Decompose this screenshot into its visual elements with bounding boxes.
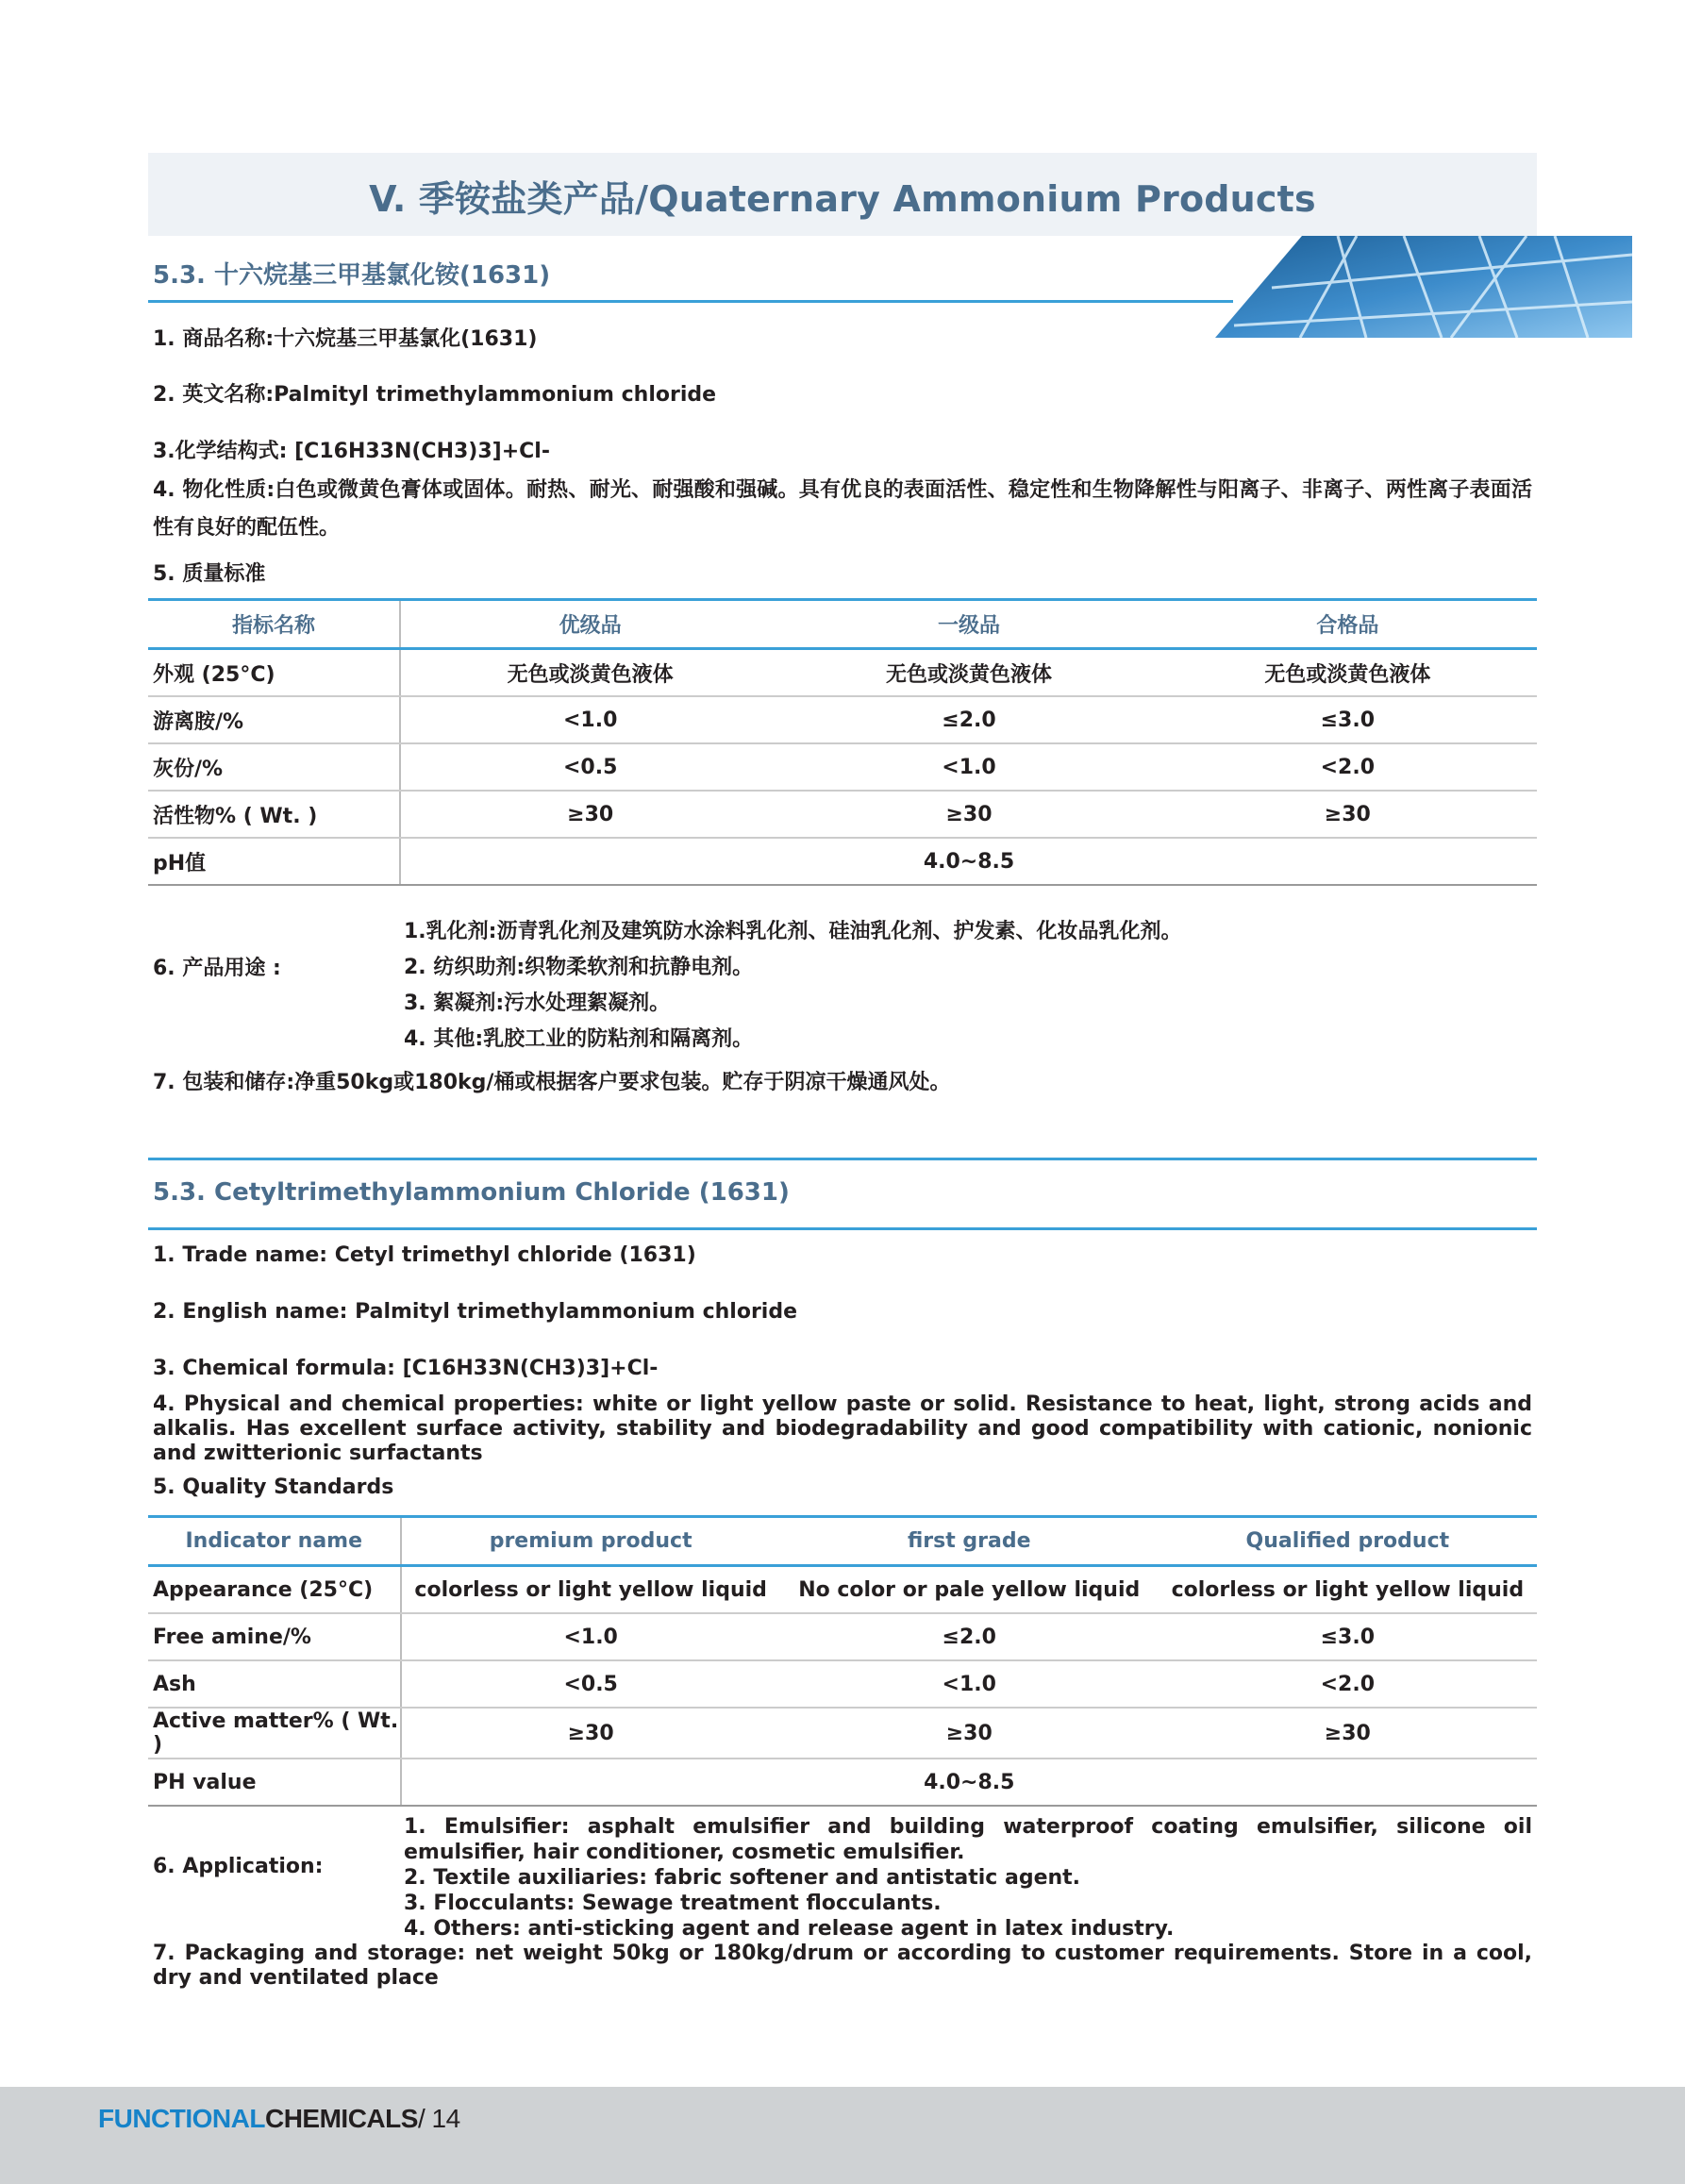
table-cell: <2.0 [1159,743,1537,791]
en-item-english-name: 2. English name: Palmityl trimethylammonium chloride [153,1300,797,1324]
table-row [148,649,1537,697]
table-cell: ≥30 [400,791,779,838]
row-label: PH value [148,1759,401,1806]
table-row-ph [148,838,1537,885]
row-label: 游离胺/% [148,696,400,743]
en-section-rule [148,1227,1537,1230]
en-item-quality-heading: 5. Quality Standards [153,1475,394,1499]
column-header: 一级品 [779,600,1158,649]
column-header: first grade [780,1517,1159,1566]
row-label: 灰份/% [148,743,400,791]
table-cell: <2.0 [1159,1660,1537,1708]
list-item: 3. Flocculants: Sewage treatment flocculants. [404,1892,942,1915]
cn-item-english-name: 2. 英文名称:Palmityl trimethylammonium chloride [153,383,717,407]
row-label: Appearance (25°C) [148,1566,401,1614]
table-cell: No color or pale yellow liquid [780,1566,1159,1614]
column-header: 合格品 [1159,600,1537,649]
table-cell: ≥30 [1159,791,1537,838]
en-section-title: 5.3. Cetyltrimethylammonium Chloride (1631) [153,1178,790,1207]
en-item-trade-name: 1. Trade name: Cetyl trimethyl chloride (1631) [153,1243,696,1267]
cn-application-label: 6. 产品用途 : [153,957,281,980]
footer-brand-functional: FUNCTIONAL [98,2104,265,2133]
ph-value-cell: 4.0~8.5 [400,838,1537,885]
footer-brand-chemicals: CHEMICALS [264,2104,418,2133]
table-cell: 无色或淡黄色液体 [779,649,1158,697]
table-cell: ≥30 [779,791,1158,838]
list-item: 2. 纺织助剂:织物柔软剂和抗静电剂。 [404,956,754,979]
glass-building-image [1215,236,1632,338]
table-cell: <0.5 [401,1660,780,1708]
table-header-row [148,1517,1537,1566]
table-cell: colorless or light yellow liquid [1159,1566,1537,1614]
cn-item-formula: 3.化学结构式: [C16H33N(CH3)3]+Cl- [153,440,550,463]
table-row [148,1660,1537,1708]
column-header: 优级品 [400,600,779,649]
ph-value-cell: 4.0~8.5 [401,1759,1537,1806]
row-label: Active matter% ( Wt. ) [148,1708,401,1759]
cn-item-properties: 4. 物化性质:白色或微黄色膏体或固体。耐热、耐光、耐强酸和强碱。具有优良的表面活性、稳定性和生物降解性与阳离子、非离子、两性离子表面活性有良好的配伍性。 [153,478,1532,540]
en-section-top-rule [148,1158,1537,1160]
cn-item-quality-heading: 5. 质量标准 [153,562,266,586]
table-cell: ≤3.0 [1159,1613,1537,1660]
column-header: Indicator name [148,1517,401,1566]
en-application-label: 6. Application: [153,1855,324,1878]
table-cell: <1.0 [400,696,779,743]
row-label: Ash [148,1660,401,1708]
en-item-formula: 3. Chemical formula: [C16H33N(CH3)3]+Cl- [153,1357,659,1380]
table-row [148,1566,1537,1614]
table-cell: colorless or light yellow liquid [401,1566,780,1614]
cn-application-list [404,914,1532,1058]
row-label: Free amine/% [148,1613,401,1660]
list-item: 1. Emulsifier: asphalt emulsifier and building waterproof coating emulsifier, silicone oil emulsifier, hair conditioner, cosmetic emulsifier. [404,1815,1532,1864]
cn-item-trade-name: 1. 商品名称:十六烷基三甲基氯化(1631) [153,327,538,351]
table-cell: <1.0 [779,743,1158,791]
table-row [148,696,1537,743]
table-cell: ≥30 [780,1708,1159,1759]
table-row [148,791,1537,838]
page-title: V. 季铵盐类产品/Quaternary Ammonium Products [369,178,1316,220]
column-header: premium product [401,1517,780,1566]
cn-section-rule [148,300,1233,303]
column-header: 指标名称 [148,600,400,649]
footer-brand [98,2104,460,2134]
table-row-ph [148,1759,1537,1806]
list-item: 2. Textile auxiliaries: fabric softener and antistatic agent. [404,1866,1081,1890]
en-item-properties: 4. Physical and chemical properties: white or light yellow paste or solid. Resistance to heat, light, strong acids and alkalis. Has excellent surface activity, stability and biodegradability and good compatibility with cationic, nonionic and zwitterionic surfactants [153,1392,1532,1465]
footer-band [0,2087,1685,2184]
table-header-row [148,600,1537,649]
en-quality-table [148,1515,1537,1807]
row-label: 外观 (25°C) [148,649,400,697]
table-cell: 无色或淡黄色液体 [1159,649,1537,697]
list-item: 4. Others: anti-sticking agent and release agent in latex industry. [404,1917,1175,1941]
cn-item-packaging: 7. 包装和储存:净重50kg或180kg/桶或根据客户要求包装。贮存于阴凉干燥通风处。 [153,1071,951,1094]
list-item: 3. 絮凝剂:污水处理絮凝剂。 [404,992,671,1015]
list-item: 1.乳化剂:沥青乳化剂及建筑防水涂料乳化剂、硅油乳化剂、护发素、化妆品乳化剂。 [404,920,1182,943]
table-cell: ≤2.0 [779,696,1158,743]
table-row [148,1613,1537,1660]
page-number: / 14 [417,2104,460,2133]
table-cell: 无色或淡黄色液体 [400,649,779,697]
column-header: Qualified product [1159,1517,1537,1566]
en-item-packaging: 7. Packaging and storage: net weight 50kg or 180kg/drum or according to customer requirements. Store in a cool, dry and ventilated place [153,1942,1532,1990]
list-item: 4. 其他:乳胶工业的防粘剂和隔离剂。 [404,1027,754,1051]
table-cell: ≥30 [1159,1708,1537,1759]
cn-section-title: 5.3. 十六烷基三甲基氯化铵(1631) [153,261,551,290]
table-cell: <0.5 [400,743,779,791]
en-application-list [404,1814,1532,1942]
table-cell: <1.0 [401,1613,780,1660]
table-cell: <1.0 [780,1660,1159,1708]
row-label: pH值 [148,838,400,885]
table-cell: ≥30 [401,1708,780,1759]
table-cell: ≤2.0 [780,1613,1159,1660]
table-cell: ≤3.0 [1159,696,1537,743]
cn-quality-table [148,598,1537,886]
row-label: 活性物% ( Wt. ) [148,791,400,838]
table-row [148,1708,1537,1759]
table-row [148,743,1537,791]
